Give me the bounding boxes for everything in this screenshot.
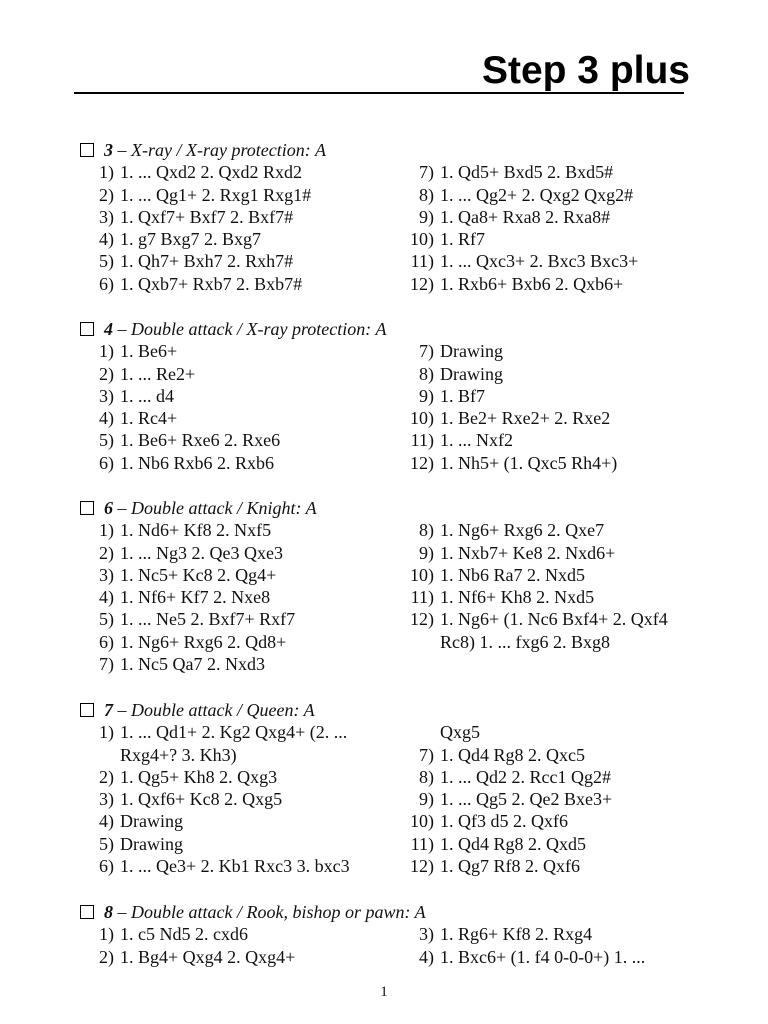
problem-number: 5) (99, 430, 114, 451)
solution-text: 1. Rxb6+ Bxb6 2. Qxb6+ (440, 273, 624, 294)
answer-row (396, 564, 706, 586)
problem-number: 4) (419, 946, 434, 967)
problem-number: 3) (99, 789, 114, 810)
problem-number: 1) (99, 520, 114, 541)
answer-row (80, 161, 410, 183)
page-title: Step 3 plus (481, 49, 690, 92)
answer-column-right (396, 161, 706, 295)
solution-text: 1. Qa8+ Rxa8 2. Rxa8# (440, 206, 611, 227)
problem-number: 9) (419, 542, 434, 563)
problem-number: 11) (410, 430, 434, 451)
problem-number: 1) (99, 722, 114, 743)
solution-text: 1. ... Qg2+ 2. Qxg2 Qxg2# (440, 184, 634, 205)
answer-row (80, 608, 410, 630)
answer-row (396, 923, 706, 945)
solution-text: 1. ... Qxc3+ 2. Bxc3 Bxc3+ (440, 251, 639, 272)
answer-row (396, 429, 706, 451)
answer-row (80, 184, 410, 206)
answer-row (80, 273, 410, 295)
problem-number: 7) (419, 341, 434, 362)
section-number: 4 (104, 319, 113, 339)
problem-number: 3) (99, 206, 114, 227)
answer-row (80, 407, 410, 429)
answer-row (396, 833, 706, 855)
problem-number: 9) (419, 206, 434, 227)
problem-number: 11) (410, 251, 434, 272)
problem-number: 1) (99, 924, 114, 945)
answer-row (80, 766, 410, 788)
section-heading: 8 – Double attack / Rook, bishop or pawn: A (80, 901, 426, 923)
problem-number: 7) (99, 654, 114, 675)
solution-text: Rc8) 1. ... fxg6 2. Bxg8 (440, 631, 610, 652)
answer-row (80, 452, 410, 474)
problem-number: 6) (99, 452, 114, 473)
problem-number: 10) (410, 811, 434, 832)
solution-text: 1. Qg5+ Kh8 2. Qxg3 (120, 766, 278, 787)
solution-text: 1. Nc5 Qa7 2. Nxd3 (120, 654, 265, 675)
problem-number: 4) (99, 408, 114, 429)
solution-text: 1. Ng6+ Rxg6 2. Qxe7 (440, 520, 605, 541)
solution-text: 1. ... Qg1+ 2. Rxg1 Rxg1# (120, 184, 312, 205)
solution-text: 1. ... Qe3+ 2. Kb1 Rxc3 3. bxc3 (120, 856, 350, 877)
answer-row (396, 631, 706, 653)
solution-text: 1. Nf6+ Kf7 2. Nxe8 (120, 587, 271, 608)
problem-number: 10) (410, 564, 434, 585)
solution-text: 1. Bxc6+ (1. f4 0-0-0+) 1. ... (440, 946, 646, 967)
solution-text: 1. Qxf6+ Kc8 2. Qxg5 (120, 789, 283, 810)
answer-row (80, 833, 410, 855)
section-number: 7 (104, 700, 113, 720)
section-heading: 3 – X-ray / X-ray protection: A (80, 139, 326, 161)
solution-text: 1. Be6+ Rxe6 2. Rxe6 (120, 430, 281, 451)
answer-row (80, 519, 410, 541)
answer-row (80, 586, 410, 608)
answer-column-right (396, 519, 706, 653)
problem-number: 10) (410, 229, 434, 250)
problem-number: 11) (410, 587, 434, 608)
section-number: 6 (104, 498, 113, 518)
answer-row (396, 608, 706, 630)
answer-row (80, 855, 410, 877)
solution-text: 1. Qd5+ Bxd5 2. Bxd5# (440, 162, 614, 183)
answer-row (396, 766, 706, 788)
problem-number (396, 721, 440, 743)
section-name: Double attack / Knight: A (131, 498, 317, 518)
answer-row (396, 519, 706, 541)
answer-column-right (396, 340, 706, 474)
answer-column-left (80, 161, 410, 295)
answer-row (80, 340, 410, 362)
problem-number: 6) (99, 631, 114, 652)
solution-text: Drawing (120, 811, 183, 832)
problem-number: 3) (99, 564, 114, 585)
checkbox-icon (80, 143, 94, 157)
solution-text: 1. Nf6+ Kh8 2. Nxd5 (440, 587, 595, 608)
solution-text: 1. Rg6+ Kf8 2. Rxg4 (440, 924, 593, 945)
problem-number: 2) (99, 766, 114, 787)
solution-text: Rxg4+? 3. Kh3) (120, 744, 237, 765)
answer-row (396, 452, 706, 474)
solution-text: 1. ... Nxf2 (440, 430, 513, 451)
section-heading: 6 – Double attack / Knight: A (80, 497, 317, 519)
answer-row (396, 407, 706, 429)
problem-number: 8) (419, 363, 434, 384)
problem-number: 6) (99, 273, 114, 294)
problem-number: 1) (99, 162, 114, 183)
answer-row (396, 250, 706, 272)
solution-text: 1. Bg4+ Qxg4 2. Qxg4+ (120, 946, 296, 967)
answer-row (80, 429, 410, 451)
answer-row (396, 340, 706, 362)
problem-number: 11) (410, 833, 434, 854)
solution-text: 1. g7 Bxg7 2. Bxg7 (120, 229, 262, 250)
problem-number: 4) (99, 587, 114, 608)
answer-row (80, 788, 410, 810)
solution-text: 1. Qxf7+ Bxf7 2. Bxf7# (120, 206, 294, 227)
answer-row (80, 228, 410, 250)
answer-column-left (80, 923, 410, 968)
solution-text: 1. ... Qd2 2. Rcc1 Qg2# (440, 766, 611, 787)
problem-number: 4) (99, 229, 114, 250)
answer-row (396, 385, 706, 407)
solution-text: 1. Bf7 (440, 385, 485, 406)
solution-text: 1. ... Re2+ (120, 363, 196, 384)
problem-number: 3) (419, 924, 434, 945)
problem-number: 5) (99, 251, 114, 272)
solution-text: 1. Qd4 Rg8 2. Qxc5 (440, 744, 585, 765)
section-name: Double attack / Queen: A (131, 700, 315, 720)
answer-row (396, 721, 706, 743)
problem-number: 3) (99, 385, 114, 406)
solution-text: 1. ... Ne5 2. Bxf7+ Rxf7 (120, 609, 296, 630)
solution-text: 1. Qg7 Rf8 2. Qxf6 (440, 856, 580, 877)
problem-number: 5) (99, 833, 114, 854)
solution-text: 1. Nxb7+ Ke8 2. Nxd6+ (440, 542, 616, 563)
problem-number: 2) (99, 363, 114, 384)
problem-number: 12) (410, 273, 434, 294)
problem-number: 6) (99, 856, 114, 877)
answer-row (396, 586, 706, 608)
answer-column-left (80, 721, 410, 877)
answer-row (80, 744, 410, 766)
solution-text: 1. Rf7 (440, 229, 485, 250)
solution-text: Drawing (440, 363, 503, 384)
answer-row (80, 206, 410, 228)
answer-row (80, 564, 410, 586)
answer-row (80, 542, 410, 564)
answer-row (396, 363, 706, 385)
problem-number: 7) (419, 744, 434, 765)
solution-text: 1. Nd6+ Kf8 2. Nxf5 (120, 520, 272, 541)
problem-number: 8) (419, 520, 434, 541)
problem-number: 2) (99, 946, 114, 967)
problem-number: 2) (99, 542, 114, 563)
solution-text: 1. Nb6 Rxb6 2. Rxb6 (120, 452, 275, 473)
title-rule (74, 92, 684, 94)
solution-text: 1. Ng6+ (1. Nc6 Bxf4+ 2. Qxf4 (440, 609, 668, 630)
answer-row (396, 273, 706, 295)
problem-number: 1) (99, 341, 114, 362)
section-heading: 7 – Double attack / Queen: A (80, 699, 315, 721)
answer-row (396, 184, 706, 206)
answer-row (80, 385, 410, 407)
solution-text: 1. c5 Nd5 2. cxd6 (120, 924, 248, 945)
answer-row (80, 810, 410, 832)
answer-row (80, 946, 410, 968)
answer-column-left (80, 340, 410, 474)
page-number: 1 (380, 984, 388, 1000)
solution-text: 1. Qf3 d5 2. Qxf6 (440, 811, 568, 832)
problem-number: 7) (419, 162, 434, 183)
answer-row (396, 855, 706, 877)
problem-number: 10) (410, 408, 434, 429)
checkbox-icon (80, 703, 94, 717)
solution-text: 1. Be6+ (120, 341, 178, 362)
problem-number: 4) (99, 811, 114, 832)
solution-text: 1. ... Ng3 2. Qe3 Qxe3 (120, 542, 283, 563)
problem-number: 8) (419, 184, 434, 205)
checkbox-icon (80, 905, 94, 919)
problem-number: 5) (99, 609, 114, 630)
answer-column-right (396, 923, 706, 968)
checkbox-icon (80, 322, 94, 336)
problem-number (80, 744, 120, 766)
solution-text: 1. Be2+ Rxe2+ 2. Rxe2 (440, 408, 611, 429)
problem-number: 12) (410, 452, 434, 473)
section-name: X-ray / X-ray protection: A (131, 140, 326, 160)
problem-number: 9) (419, 789, 434, 810)
checkbox-icon (80, 501, 94, 515)
solution-text: 1. Nb6 Ra7 2. Nxd5 (440, 564, 585, 585)
solution-text: 1. ... d4 (120, 385, 174, 406)
problem-number: 12) (410, 856, 434, 877)
answer-row (396, 744, 706, 766)
solution-text: 1. ... Qd1+ 2. Kg2 Qxg4+ (2. ... (120, 722, 348, 743)
answer-row (80, 653, 410, 675)
answer-row (80, 721, 410, 743)
answer-row (396, 161, 706, 183)
solution-text: 1. Rc4+ (120, 408, 178, 429)
answer-row (396, 946, 706, 968)
answer-row (396, 788, 706, 810)
answer-row (80, 923, 410, 945)
section-heading: 4 – Double attack / X-ray protection: A (80, 318, 386, 340)
problem-number: 12) (410, 609, 434, 630)
solution-text: 1. Qxb7+ Rxb7 2. Bxb7# (120, 273, 303, 294)
section-number: 8 (104, 902, 113, 922)
answer-column-left (80, 519, 410, 675)
solution-text: 1. ... Qg5 2. Qe2 Bxe3+ (440, 789, 613, 810)
answer-column-right (396, 721, 706, 877)
section-name: Double attack / X-ray protection: A (131, 319, 387, 339)
solution-text: 1. Nh5+ (1. Qxc5 Rh4+) (440, 452, 618, 473)
solution-text: 1. Ng6+ Rxg6 2. Qd8+ (120, 631, 287, 652)
answer-row (396, 542, 706, 564)
solution-text: Drawing (440, 341, 503, 362)
answer-row (80, 363, 410, 385)
solution-text: 1. ... Qxd2 2. Qxd2 Rxd2 (120, 162, 303, 183)
section-number: 3 (104, 140, 113, 160)
problem-number (396, 631, 440, 653)
answer-row (396, 810, 706, 832)
problem-number: 9) (419, 385, 434, 406)
solution-text: 1. Qh7+ Bxh7 2. Rxh7# (120, 251, 294, 272)
problem-number: 2) (99, 184, 114, 205)
solution-text: Drawing (120, 833, 183, 854)
solution-text: 1. Qd4 Rg8 2. Qxd5 (440, 833, 587, 854)
answer-row (396, 228, 706, 250)
problem-number: 8) (419, 766, 434, 787)
section-name: Double attack / Rook, bishop or pawn: A (131, 902, 426, 922)
answer-row (80, 631, 410, 653)
answer-row (80, 250, 410, 272)
answer-row (396, 206, 706, 228)
solution-text: 1. Nc5+ Kc8 2. Qg4+ (120, 564, 277, 585)
solution-text: Qxg5 (440, 722, 480, 743)
